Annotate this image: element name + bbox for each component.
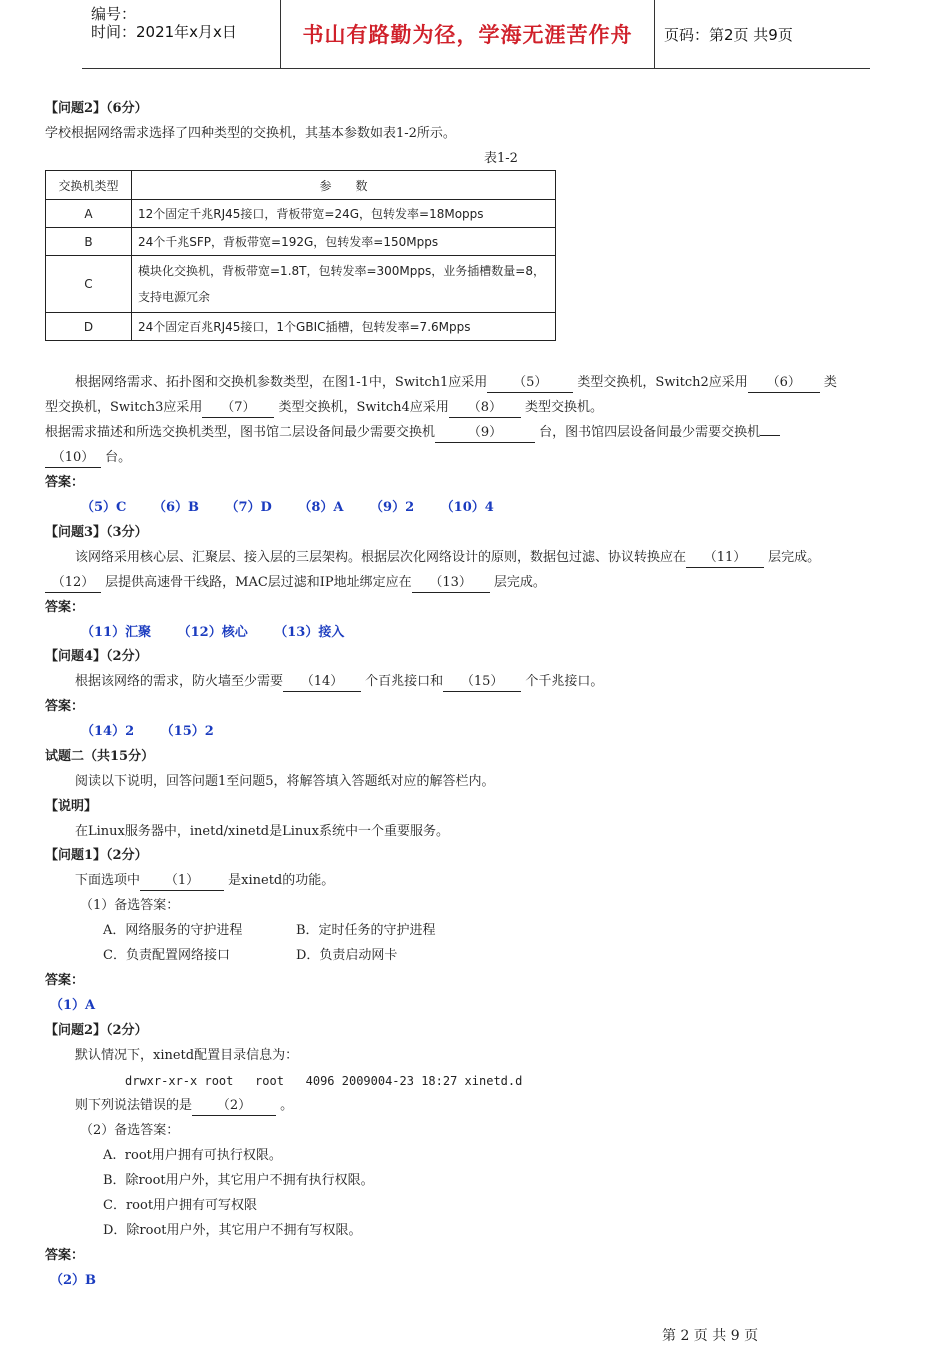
blank-14: （14） (283, 673, 361, 692)
table-row (46, 256, 556, 313)
text: 下面选项中 (75, 873, 141, 888)
time-label: 时间：2021年x月x日 (91, 23, 237, 41)
text: 层完成。 (493, 575, 546, 590)
q3-para-1 (75, 549, 820, 568)
answer-12: （12）核心 (177, 625, 248, 640)
blank-2: （2） (192, 1097, 276, 1116)
t2-desc: 在Linux服务器中，inetd/xinetd是Linux系统中一个重要服务。 (75, 824, 449, 839)
text: 层提供高速骨干线路，MAC层过滤和IP地址绑定应在 (105, 575, 412, 590)
switch-table (45, 170, 556, 341)
table-cell-type: C (46, 256, 132, 313)
answer-9: （9）2 (370, 500, 415, 515)
blank-11: （11） (686, 549, 764, 568)
table-cell-type: B (46, 228, 132, 256)
page-header (82, 0, 870, 69)
t2-q1-para (75, 872, 334, 891)
table-header-type: 交换机类型 (46, 171, 132, 200)
answer-14: （14）2 (81, 724, 135, 739)
t2-q2-option-b: B．除root用户外，其它用户不拥有执行权限。 (103, 1173, 374, 1188)
q2-answers (81, 499, 494, 517)
motto: 书山有路勤为径，学海无涯苦作舟 (281, 0, 655, 68)
table-row (46, 228, 556, 256)
text: 类型交换机。 (524, 400, 603, 415)
q4-answers (81, 723, 214, 741)
t2-q1-title: 【问题1】（2分） (45, 848, 148, 863)
table-header-params: 参 数 (132, 171, 556, 200)
text: 。 (280, 1098, 294, 1113)
page-footer: 第 2 页 共 9 页 (662, 1328, 759, 1344)
q2-para-1 (75, 374, 837, 393)
t2-q2-code: drwxr-xr-x root root 4096 2009004-23 18:27 xinetd.d (125, 1074, 523, 1088)
text: 根据网络需求、拓扑图和交换机参数类型，在图1-1中，Switch1应采用 (75, 375, 488, 390)
q3-answers (81, 624, 344, 642)
blank-15: （15） (443, 673, 521, 692)
blank-8: （8） (449, 399, 521, 418)
text: 则下列说法错误的是 (75, 1098, 193, 1113)
q2-intro: 学校根据网络需求选择了四种类型的交换机，其基本参数如表1-2所示。 (45, 126, 456, 141)
t2-desc-title: 【说明】 (45, 799, 98, 814)
text: 个百兆接口和 (365, 674, 444, 689)
answer-7: （7）D (225, 500, 272, 515)
q2-answer-label: 答案： (45, 475, 85, 490)
text: 台，图书馆四层设备间最少需要交换机 (539, 425, 761, 440)
table-cell-type: A (46, 200, 132, 228)
answer-8: （8）A (298, 500, 344, 515)
blank-13: （13） (412, 574, 490, 593)
blank-10: （10） (45, 449, 101, 468)
table-cell-params: 24个固定百兆RJ45接口，1个GBIC插槽，包转发率=7.6Mpps (132, 313, 556, 341)
answer-10: （10）4 (440, 500, 494, 515)
text: 根据该网络的需求，防火墙至少需要 (75, 674, 284, 689)
q2-para-4 (45, 449, 131, 468)
number-label: 编号： (91, 5, 137, 23)
text: 型交换机，Switch3应采用 (45, 400, 203, 415)
q4-para-1 (75, 673, 603, 692)
t2-q1-option-d: D．负责启动网卡 (296, 948, 398, 963)
t2-q1-option-c: C．负责配置网络接口 (103, 948, 230, 963)
t2-q1-option-b: B．定时任务的守护进程 (296, 923, 436, 938)
text: 类 (823, 375, 837, 390)
table-row (46, 313, 556, 341)
header-meta (82, 0, 281, 68)
t2-q2-answer: （2）B (50, 1273, 97, 1288)
blank-1: （1） (140, 872, 224, 891)
t2-q1-options-label: （1）备选答案： (80, 898, 180, 913)
blank-5: （5） (487, 374, 573, 393)
text: 是xinetd的功能。 (228, 873, 335, 888)
t2-title: 试题二（共15分） (45, 749, 155, 764)
table-cell-params: 模块化交换机，背板带宽=1.8T，包转发率=300Mpps，业务插槽数量=8，支持电源冗余 (132, 256, 556, 313)
text: 台。 (105, 450, 132, 465)
text: 类型交换机，Switch4应采用 (278, 400, 449, 415)
q3-answer-label: 答案： (45, 600, 85, 615)
answer-6: （6）B (152, 500, 199, 515)
t2-q2-options-label: （2）备选答案： (80, 1123, 180, 1138)
text: 该网络采用核心层、汇聚层、接入层的三层架构。根据层次化网络设计的原则，数据包过滤、协议转换应在 (75, 550, 687, 565)
text: 层完成。 (768, 550, 821, 565)
t2-q1-answer-label: 答案： (45, 973, 85, 988)
t2-q2-title: 【问题2】（2分） (45, 1023, 148, 1038)
t2-q2-option-a: A. root用户拥有可执行权限。 (103, 1148, 282, 1163)
t2-q2-answer-label: 答案： (45, 1248, 85, 1263)
table-cell-params: 24个千兆SFP，背板带宽=192G，包转发率=150Mpps (132, 228, 556, 256)
answer-13: （13）接入 (274, 625, 345, 640)
q3-title: 【问题3】（3分） (45, 525, 148, 540)
q2-title: 【问题2】（6分） (45, 101, 148, 116)
t2-q2-option-d: D．除root用户外，其它用户不拥有写权限。 (103, 1223, 362, 1238)
q4-answer-label: 答案： (45, 699, 85, 714)
q3-para-2 (45, 574, 546, 593)
t2-q1-answer: （1）A (50, 998, 96, 1013)
blank-6: （6） (748, 374, 820, 393)
text: 类型交换机，Switch2应采用 (577, 375, 748, 390)
page-indicator: 页码：第2页 共9页 (664, 26, 793, 44)
table-row (46, 200, 556, 228)
t2-q2-para-1: 默认情况下，xinetd配置目录信息为： (75, 1048, 299, 1063)
table-caption: 表1-2 (484, 151, 518, 166)
q2-para-2 (45, 399, 603, 418)
text: 根据需求描述和所选交换机类型，图书馆二层设备间最少需要交换机 (45, 425, 436, 440)
blank-12: （12） (45, 574, 101, 593)
t2-q1-option-a: A．网络服务的守护进程 (103, 923, 243, 938)
q2-para-3 (45, 424, 780, 443)
text: 个千兆接口。 (525, 674, 604, 689)
q4-title: 【问题4】（2分） (45, 649, 148, 664)
answer-15: （15）2 (160, 724, 214, 739)
answer-5: （5）C (81, 500, 127, 515)
table-cell-type: D (46, 313, 132, 341)
t2-q2-option-c: C．root用户拥有可写权限 (103, 1198, 258, 1213)
answer-11: （11）汇聚 (81, 625, 152, 640)
table-header-row (46, 171, 556, 200)
blank-9: （9） (435, 424, 535, 443)
t2-q2-para-2 (75, 1097, 293, 1116)
blank-7: （7） (202, 399, 274, 418)
blank-10-line (760, 435, 780, 436)
t2-intro: 阅读以下说明，回答问题1至问题5，将解答填入答题纸对应的解答栏内。 (75, 774, 495, 789)
table-cell-params: 12个固定千兆RJ45接口，背板带宽=24G，包转发率=18Mopps (132, 200, 556, 228)
